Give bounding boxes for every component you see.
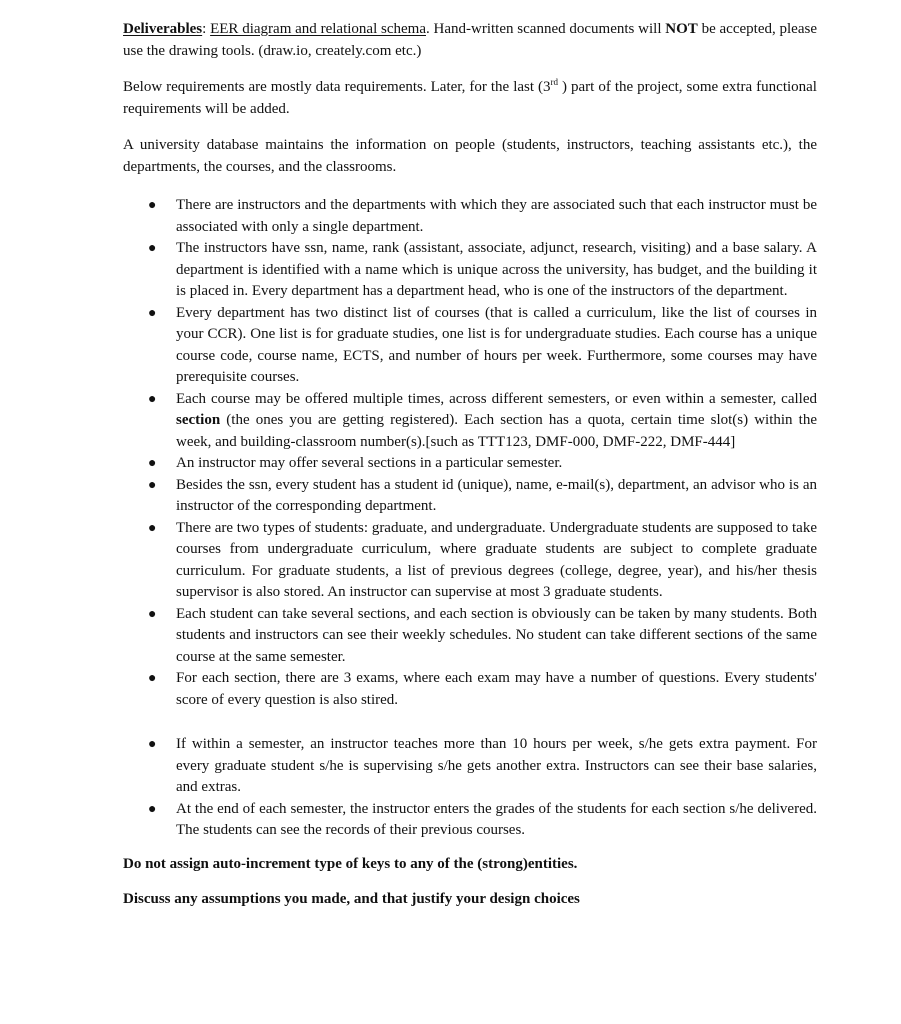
requirement-text: Besides the ssn, every student has a student id (unique), name, e-mail(s), department, an advisor who is an instructor of the corresponding department. xyxy=(176,476,817,514)
deliverables-items: EER diagram and relational schema xyxy=(210,21,426,37)
requirement-text: There are instructors and the departments with which they are associated such that each instructor must be associated with only a single department. xyxy=(176,197,817,235)
requirement-text: There are two types of students: graduate, and undergraduate. Undergraduate students are supposed to take courses from undergraduate curriculum, where graduate students are subject to complete graduate curriculum. For graduate students, a list of previous degrees (college, degree, year), and his/her thesis supervisor is also stored. An instructor can supervise at most 3 graduate students. xyxy=(176,519,817,600)
list-item xyxy=(123,453,817,475)
deliverables-text-a: . Hand-written scanned documents will xyxy=(426,21,666,37)
list-item xyxy=(123,475,817,518)
not-emphasis: NOT xyxy=(665,21,698,37)
bullet-icon: ● xyxy=(148,198,157,213)
list-item xyxy=(123,303,817,389)
bullet-icon: ● xyxy=(148,477,157,493)
requirement-text: The instructors have ssn, name, rank (assistant, associate, adjunct, research, visiting) and a base salary. A department is identified with a name which is unique across the university, has budget, and the building it is placed in. Every department has a department head, who is one of the instructors of the department. xyxy=(176,240,817,299)
requirement-text: An instructor may offer several sections in a particular semester. xyxy=(176,455,563,471)
bullet-icon: ● xyxy=(148,520,157,536)
list-item xyxy=(123,389,817,454)
requirement-text: Each course may be offered multiple times, across different semesters, or even within a semester, called xyxy=(176,390,817,407)
list-item xyxy=(123,518,817,604)
bullet-icon: ● xyxy=(148,606,157,622)
deliverables-text-b: be accepted, please use the drawing tools. (draw.io, creately.com etc.) xyxy=(123,21,817,59)
requirement-text: At the end of each semester, the instructor enters the grades of the students for each section s/he delivered. The students can see the records of their previous courses. xyxy=(176,800,817,838)
assumptions-note: Discuss any assumptions you made, and that justify your design choices xyxy=(123,891,580,907)
requirement-text-cont: (the ones you are getting registered). Each section has a quota, certain time slot(s) within the week, and building-classroom number(s).[such as TTT123, DMF-000, DMF-222, DMF-444] xyxy=(176,412,817,450)
intro-p1-text-a: Below requirements are mostly data requirements. Later, for the last (3 xyxy=(123,79,551,95)
intro-paragraph-2: A university database maintains the information on people (students, instructors, teaching assistants etc.), the departments, the courses, and the classrooms. xyxy=(123,137,817,175)
no-auto-increment-note: Do not assign auto-increment type of keys to any of the (strong)entities. xyxy=(123,855,578,872)
intro-paragraph-1 xyxy=(123,77,817,120)
requirement-text: Each student can take several sections, and each section is obviously can be taken by many students. Both students and instructors can see their weekly schedules. No student can take different sections of the same course at the same semester. xyxy=(176,605,817,665)
list-item xyxy=(123,668,817,711)
list-item xyxy=(123,734,817,799)
intro-p1-superscript: rd xyxy=(550,77,559,87)
list-item xyxy=(123,238,817,303)
document-body xyxy=(123,19,817,911)
bullet-icon: ● xyxy=(148,456,157,471)
bullet-icon: ● xyxy=(148,737,157,752)
deliverables-label: Deliverables xyxy=(123,21,203,37)
requirements-list xyxy=(123,195,817,842)
section-term: section xyxy=(176,412,221,428)
bullet-icon: ● xyxy=(148,671,157,686)
intro-p1-text-b: ) part of the project, some extra functional requirements will be added. xyxy=(123,79,817,117)
requirement-text: Every department has two distinct list of courses (that is called a curriculum, like the list of courses in your CCR). One list is for graduate studies, one list is for undergraduate studies. Each course has a unique course code, course name, ECTS, and number of hours per week. Furthermore, some courses may have prerequisite courses. xyxy=(176,304,817,385)
deliverables-paragraph xyxy=(123,19,817,62)
bullet-icon: ● xyxy=(148,305,157,321)
bullet-icon: ● xyxy=(148,801,157,817)
deliverables-colon: : xyxy=(202,21,211,37)
requirement-text: For each section, there are 3 exams, where each exam may have a number of questions. Every students' score of every question is also stired. xyxy=(176,670,817,708)
list-item xyxy=(123,195,817,238)
list-item xyxy=(123,799,817,842)
list-item xyxy=(123,604,817,669)
bullet-icon: ● xyxy=(148,241,157,256)
bullet-icon: ● xyxy=(148,391,157,407)
requirement-text: If within a semester, an instructor teaches more than 10 hours per week, s/he gets extra payment. For every graduate student s/he is supervising s/he gets another extra. Instructors can see their base salaries, and extras. xyxy=(176,736,817,795)
